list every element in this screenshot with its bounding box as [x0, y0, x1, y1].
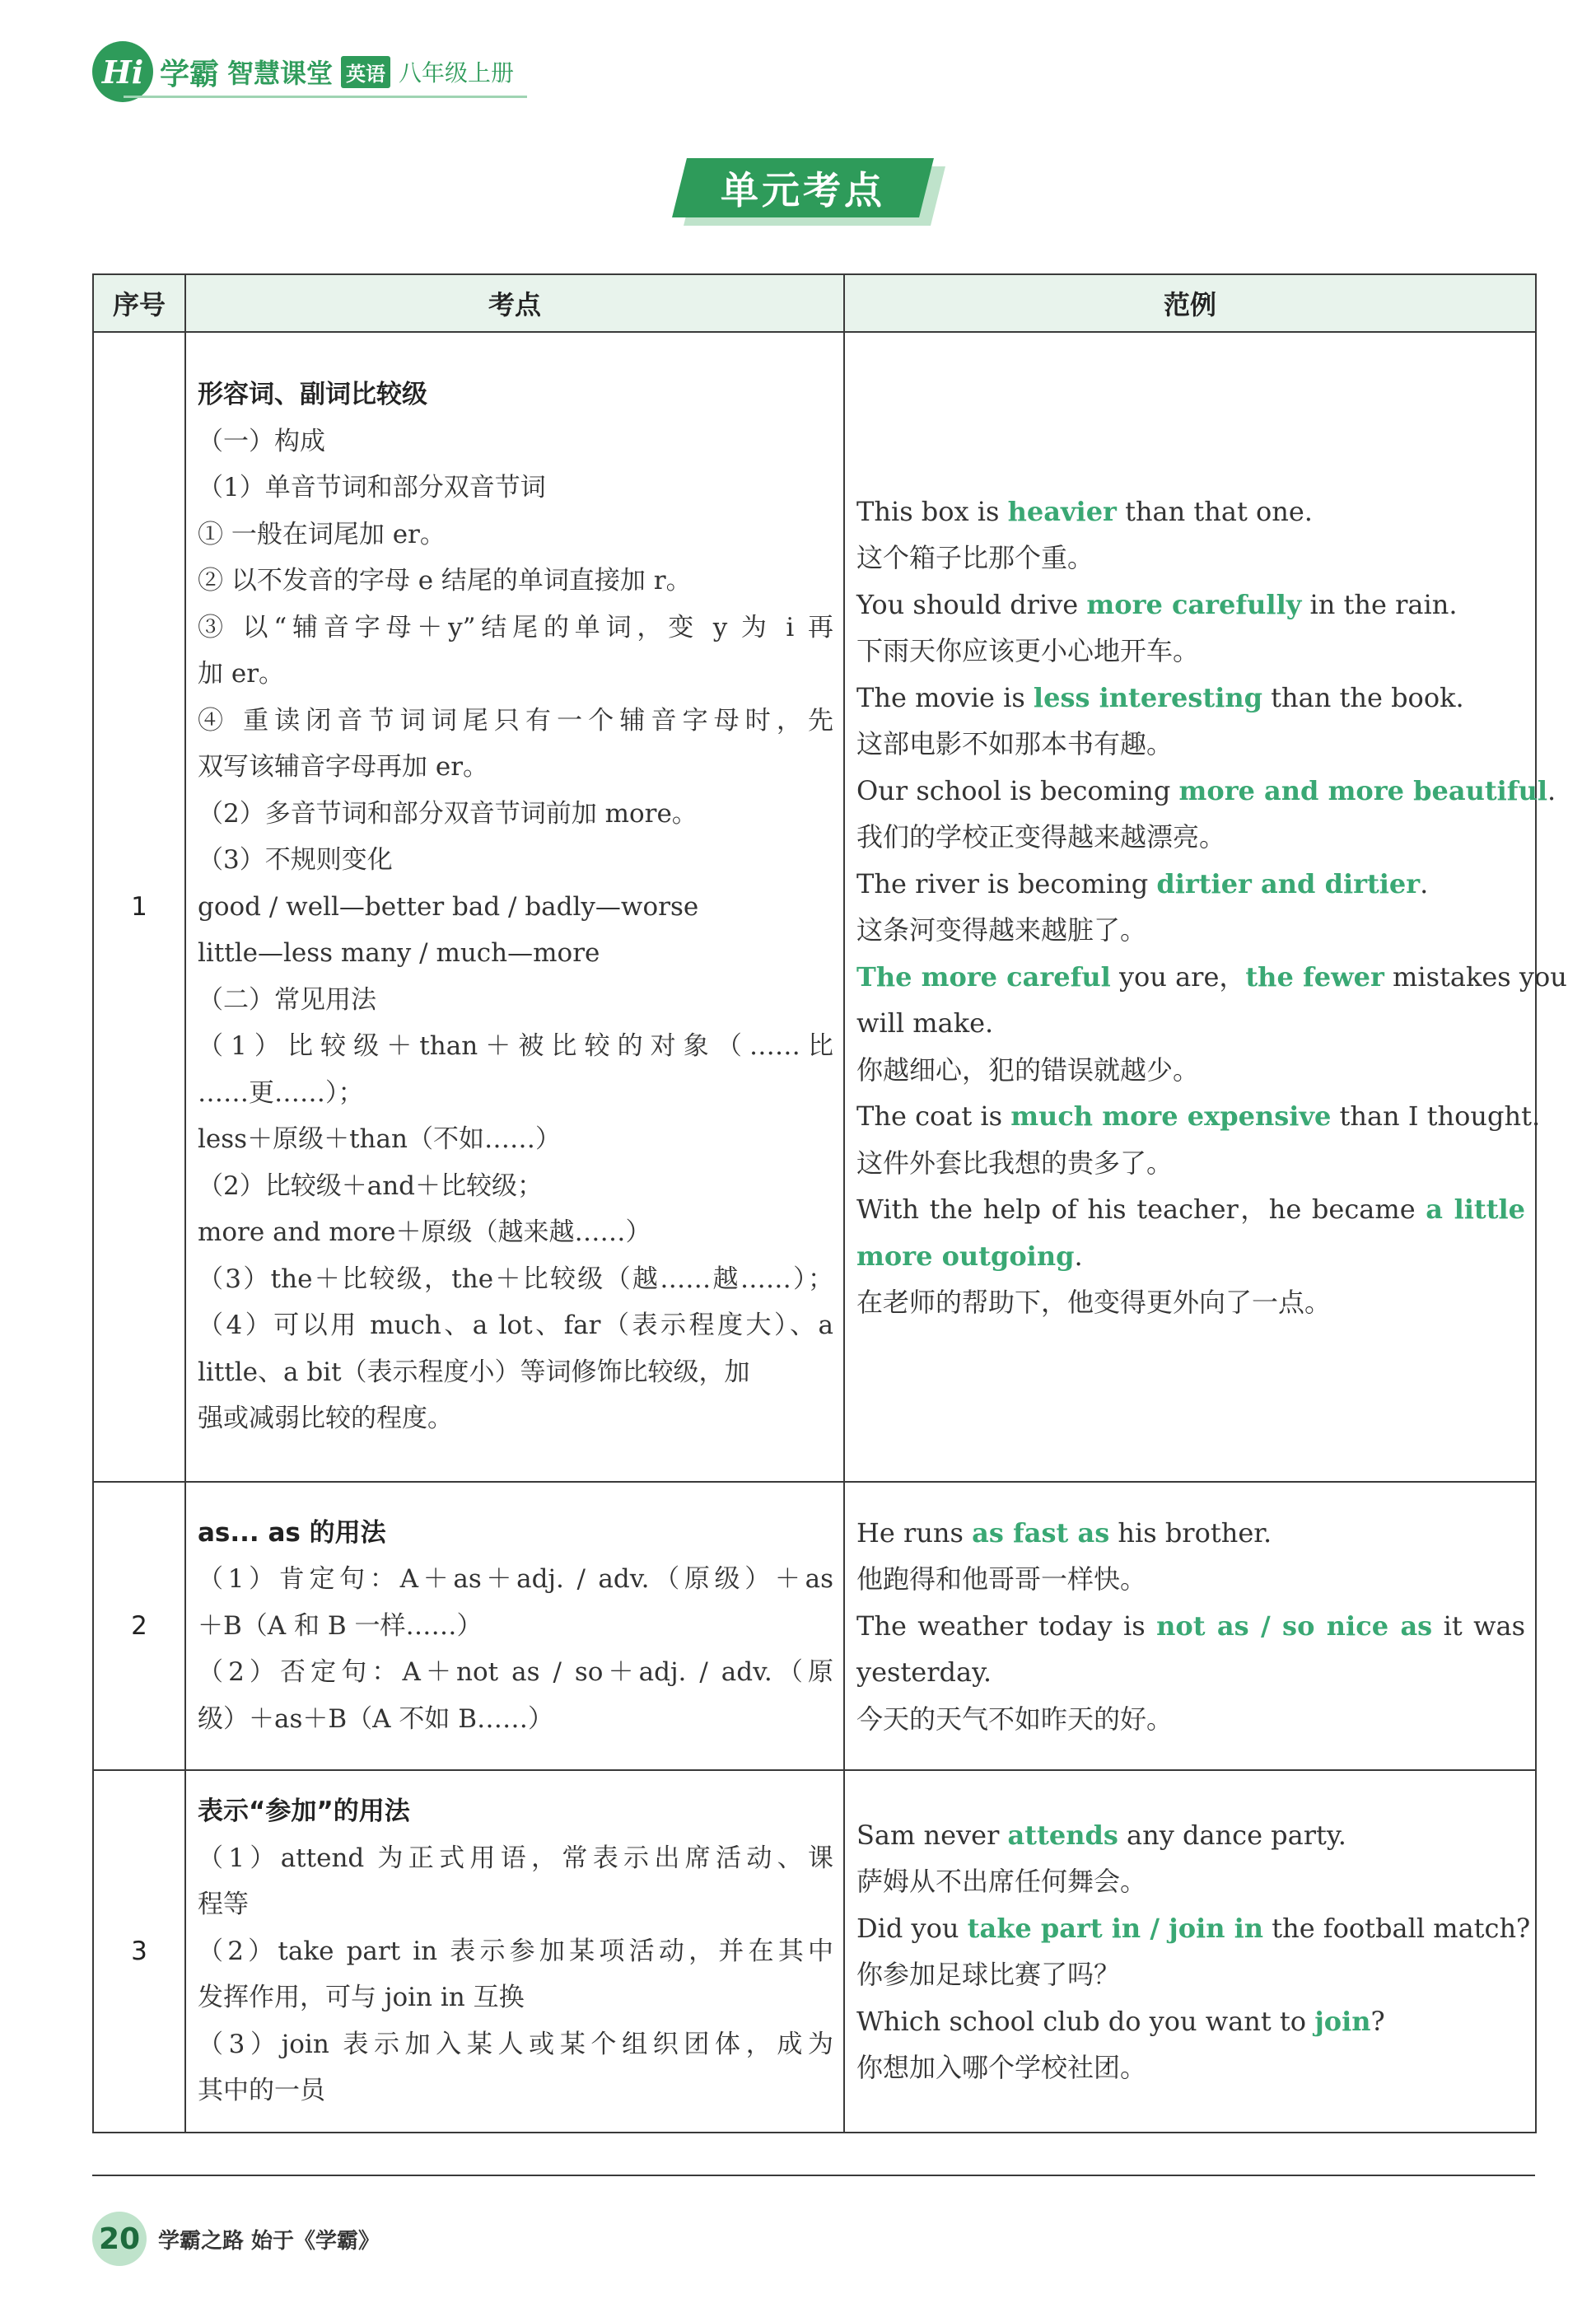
highlight-phrase: a little	[1426, 1194, 1525, 1225]
highlight-phrase: more and more beautiful	[1178, 774, 1547, 806]
example-line	[856, 1140, 1525, 1187]
example-cell	[844, 332, 1567, 1482]
point-line: （2）多音节词和部分双音节词前加 more。	[198, 798, 698, 829]
point-line: （3）不规则变化	[198, 845, 393, 876]
point-line: 双写该辅音字母再加 er。	[198, 752, 489, 783]
example-line	[856, 1603, 1525, 1650]
highlight-phrase: The more careful	[856, 960, 1111, 993]
example-text: any dance party.	[1118, 1819, 1346, 1851]
point-line: （一）构成	[198, 426, 325, 456]
example-text: it was	[1432, 1610, 1526, 1642]
example-line	[856, 1556, 1525, 1603]
point-line: ④ 重读闭音节词词尾只有一个辅音字母时，先	[198, 705, 833, 736]
point-line: （1）比较级＋than＋被比较的对象（……比	[198, 1031, 833, 1062]
example-text: in the rain.	[1301, 588, 1458, 620]
point-line: good / well—better bad / badly—worse	[198, 891, 699, 922]
point-line: 发挥作用，可与 join in 互换	[198, 1983, 525, 2013]
example-line	[856, 1649, 1525, 1696]
example-text: The movie is	[856, 681, 1034, 713]
example-line	[856, 2044, 1525, 2091]
point-line: less＋原级＋than（不如……）	[198, 1124, 561, 1155]
banner-box	[672, 158, 934, 217]
example-line	[856, 582, 1525, 628]
example-line	[856, 954, 1567, 1001]
point-line: 程等	[198, 1890, 249, 1920]
example-line	[856, 1233, 1525, 1280]
example-line	[856, 1905, 1531, 1952]
table-row	[93, 1482, 1536, 1770]
example-text: yesterday.	[856, 1656, 992, 1689]
example-text: than I thought.	[1331, 1100, 1541, 1132]
highlight-phrase: join	[1314, 2005, 1371, 2037]
example-text: This box is	[856, 495, 1008, 527]
example-line	[856, 1951, 1525, 1998]
example-text: than that one.	[1116, 495, 1313, 527]
example-line	[856, 488, 1525, 535]
example-text: the football match?	[1263, 1912, 1531, 1944]
example-text: He runs	[856, 1516, 973, 1549]
example-text: You should drive	[856, 588, 1087, 620]
table-row	[93, 1770, 1536, 2133]
point-line: （2）否定句：A＋not as / so＋adj. / adv.（原	[198, 1657, 833, 1688]
banner-title: 单元考点	[721, 168, 885, 213]
example-text: 这件外套比我想的贵多了。	[856, 1147, 1174, 1179]
brand-logo: Hi	[92, 41, 153, 102]
example-line	[856, 1047, 1525, 1094]
header-example: 范例	[844, 274, 1536, 332]
example-text: 你想加入哪个学校社团。	[856, 2052, 1147, 2083]
point-line: （1）单音节词和部分双音节词	[198, 473, 546, 503]
point-line: little—less many / much—more	[198, 938, 600, 969]
highlight-phrase: as fast as	[972, 1516, 1110, 1549]
example-text: Our school is becoming	[856, 774, 1179, 806]
brand-name: 学霸	[160, 57, 220, 91]
point-line: ＋B（A 和 B 一样……）	[198, 1610, 483, 1641]
example-line	[856, 1812, 1525, 1859]
highlight-phrase: dirtier and dirtier	[1156, 867, 1421, 899]
subject-badge: 英语	[341, 56, 390, 88]
header-number: 序号	[93, 274, 185, 332]
example-text: than the book.	[1262, 681, 1464, 713]
example-line	[856, 1510, 1525, 1557]
course-name: 智慧课堂	[227, 58, 334, 89]
highlight-phrase: much more expensive	[1010, 1100, 1332, 1132]
example-text: 这个箱子比那个重。	[856, 542, 1094, 573]
row-number: 3	[93, 1770, 185, 2133]
page-footer	[92, 2212, 380, 2266]
example-text: will make.	[856, 1007, 994, 1039]
section-banner	[679, 158, 943, 226]
header-point: 考点	[185, 274, 844, 332]
example-line	[856, 1279, 1525, 1326]
example-text: The weather today is	[856, 1610, 1157, 1642]
point-line: ……更……）；	[198, 1077, 364, 1108]
example-cell	[844, 1482, 1536, 1770]
example-text: .	[1547, 774, 1556, 806]
point-line: （1）attend 为正式用语，常表示出席活动、课	[198, 1843, 833, 1873]
example-text: 我们的学校正变得越来越漂亮。	[856, 821, 1226, 853]
example-line	[856, 1998, 1525, 2045]
point-heading: as... as 的用法	[198, 1517, 386, 1548]
example-text: Which school club do you want to	[856, 2005, 1315, 2037]
point-line: （1）肯定句：A＋as＋adj. / adv.（原级）＋as	[198, 1564, 833, 1595]
key-points-table	[92, 273, 1567, 2133]
row-number: 2	[93, 1482, 185, 1770]
example-line	[856, 675, 1525, 722]
example-line	[856, 628, 1525, 675]
highlight-phrase: not as / so nice as	[1156, 1610, 1433, 1642]
footer-rule	[92, 2175, 1535, 2176]
example-text: you are，	[1110, 960, 1246, 993]
point-heading: 形容词、副词比较级	[198, 380, 427, 410]
example-line	[856, 1093, 1541, 1140]
point-line: 加 er。	[198, 659, 285, 689]
point-line: （4）可以用 much、a lot、far（表示程度大）、a	[198, 1311, 833, 1341]
highlight-phrase: more outgoing	[856, 1240, 1075, 1272]
example-text: 在老师的帮助下，他变得更外向了一点。	[856, 1287, 1332, 1318]
example-line	[856, 907, 1525, 954]
highlight-phrase: attends	[1007, 1819, 1118, 1851]
point-cell	[185, 1770, 844, 2133]
example-line	[856, 1186, 1525, 1233]
point-line: ③ 以“辅音字母＋y”结尾的单词，变 y 为 i 再	[198, 612, 833, 642]
example-text: Sam never	[856, 1819, 1008, 1851]
example-text: .	[1420, 867, 1429, 899]
point-line: （3）the＋比较级，the＋比较级（越……越……）；	[198, 1264, 833, 1294]
point-heading: 表示“参加”的用法	[198, 1796, 410, 1827]
highlight-phrase: take part in / join in	[967, 1912, 1264, 1944]
highlight-phrase: more carefully	[1086, 588, 1302, 620]
example-text: .	[1074, 1240, 1083, 1272]
example-text: 下雨天你应该更小心地开车。	[856, 635, 1200, 666]
example-text: his brother.	[1109, 1516, 1272, 1549]
example-line	[856, 721, 1525, 768]
example-line	[856, 768, 1556, 815]
example-text: mistakes you	[1384, 960, 1567, 993]
point-line: 级）＋as＋B（A 不如 B……）	[198, 1703, 554, 1734]
example-line	[856, 814, 1525, 861]
point-line: ② 以不发音的字母 e 结尾的单词直接加 r。	[198, 566, 692, 596]
example-text: 你越细心，犯的错误就越少。	[856, 1054, 1200, 1086]
point-line: little、a bit（表示程度小）等词修饰比较级，加	[198, 1357, 750, 1387]
highlight-phrase: heavier	[1007, 495, 1117, 527]
example-text: 萨姆从不出席任何舞会。	[856, 1866, 1147, 1897]
point-line: （3）join 表示加入某人或某个组织团体，成为	[198, 2029, 833, 2059]
highlight-phrase: less interesting	[1033, 681, 1262, 713]
row-number: 1	[93, 332, 185, 1482]
table-header-row	[93, 274, 1536, 332]
example-text: ?	[1370, 2005, 1385, 2037]
example-text: 这条河变得越来越脏了。	[856, 914, 1147, 946]
example-text: 你参加足球比赛了吗？	[856, 1959, 1121, 1990]
example-line	[856, 1858, 1525, 1905]
example-text: 这部电影不如那本书有趣。	[856, 728, 1174, 759]
example-text: 今天的天气不如昨天的好。	[856, 1703, 1174, 1735]
header-underline	[124, 96, 527, 98]
example-text: The coat is	[856, 1100, 1011, 1132]
example-line	[856, 1696, 1525, 1743]
example-line	[856, 861, 1525, 908]
example-cell	[844, 1770, 1536, 2133]
grade-label: 八年级上册	[399, 59, 515, 86]
point-cell	[185, 332, 844, 1482]
footer-slogan: 学霸之路 始于《学霸》	[158, 2228, 380, 2254]
point-line: （二）常见用法	[198, 984, 376, 1015]
point-line: 其中的一员	[198, 2076, 325, 2106]
example-text: The river is becoming	[856, 867, 1157, 899]
example-line	[856, 535, 1525, 582]
example-text: Did you	[856, 1912, 968, 1944]
point-line: more and more＋原级（越来越……）	[198, 1217, 651, 1248]
point-line: 强或减弱比较的程度。	[198, 1404, 453, 1434]
point-line: （2）take part in 表示参加某项活动，并在其中	[198, 1936, 833, 1966]
page-number: 20	[92, 2212, 147, 2266]
point-line: （2）比较级＋and＋比较级；	[198, 1170, 544, 1201]
point-line: ① 一般在词尾加 er。	[198, 519, 446, 549]
table-row	[93, 332, 1536, 1482]
point-cell	[185, 1482, 844, 1770]
highlight-phrase: the fewer	[1245, 960, 1384, 993]
example-line	[856, 1000, 1525, 1047]
example-text: With the help of his teacher，he became	[856, 1194, 1426, 1225]
page-header	[92, 43, 514, 100]
example-text: 他跑得和他哥哥一样快。	[856, 1563, 1147, 1595]
